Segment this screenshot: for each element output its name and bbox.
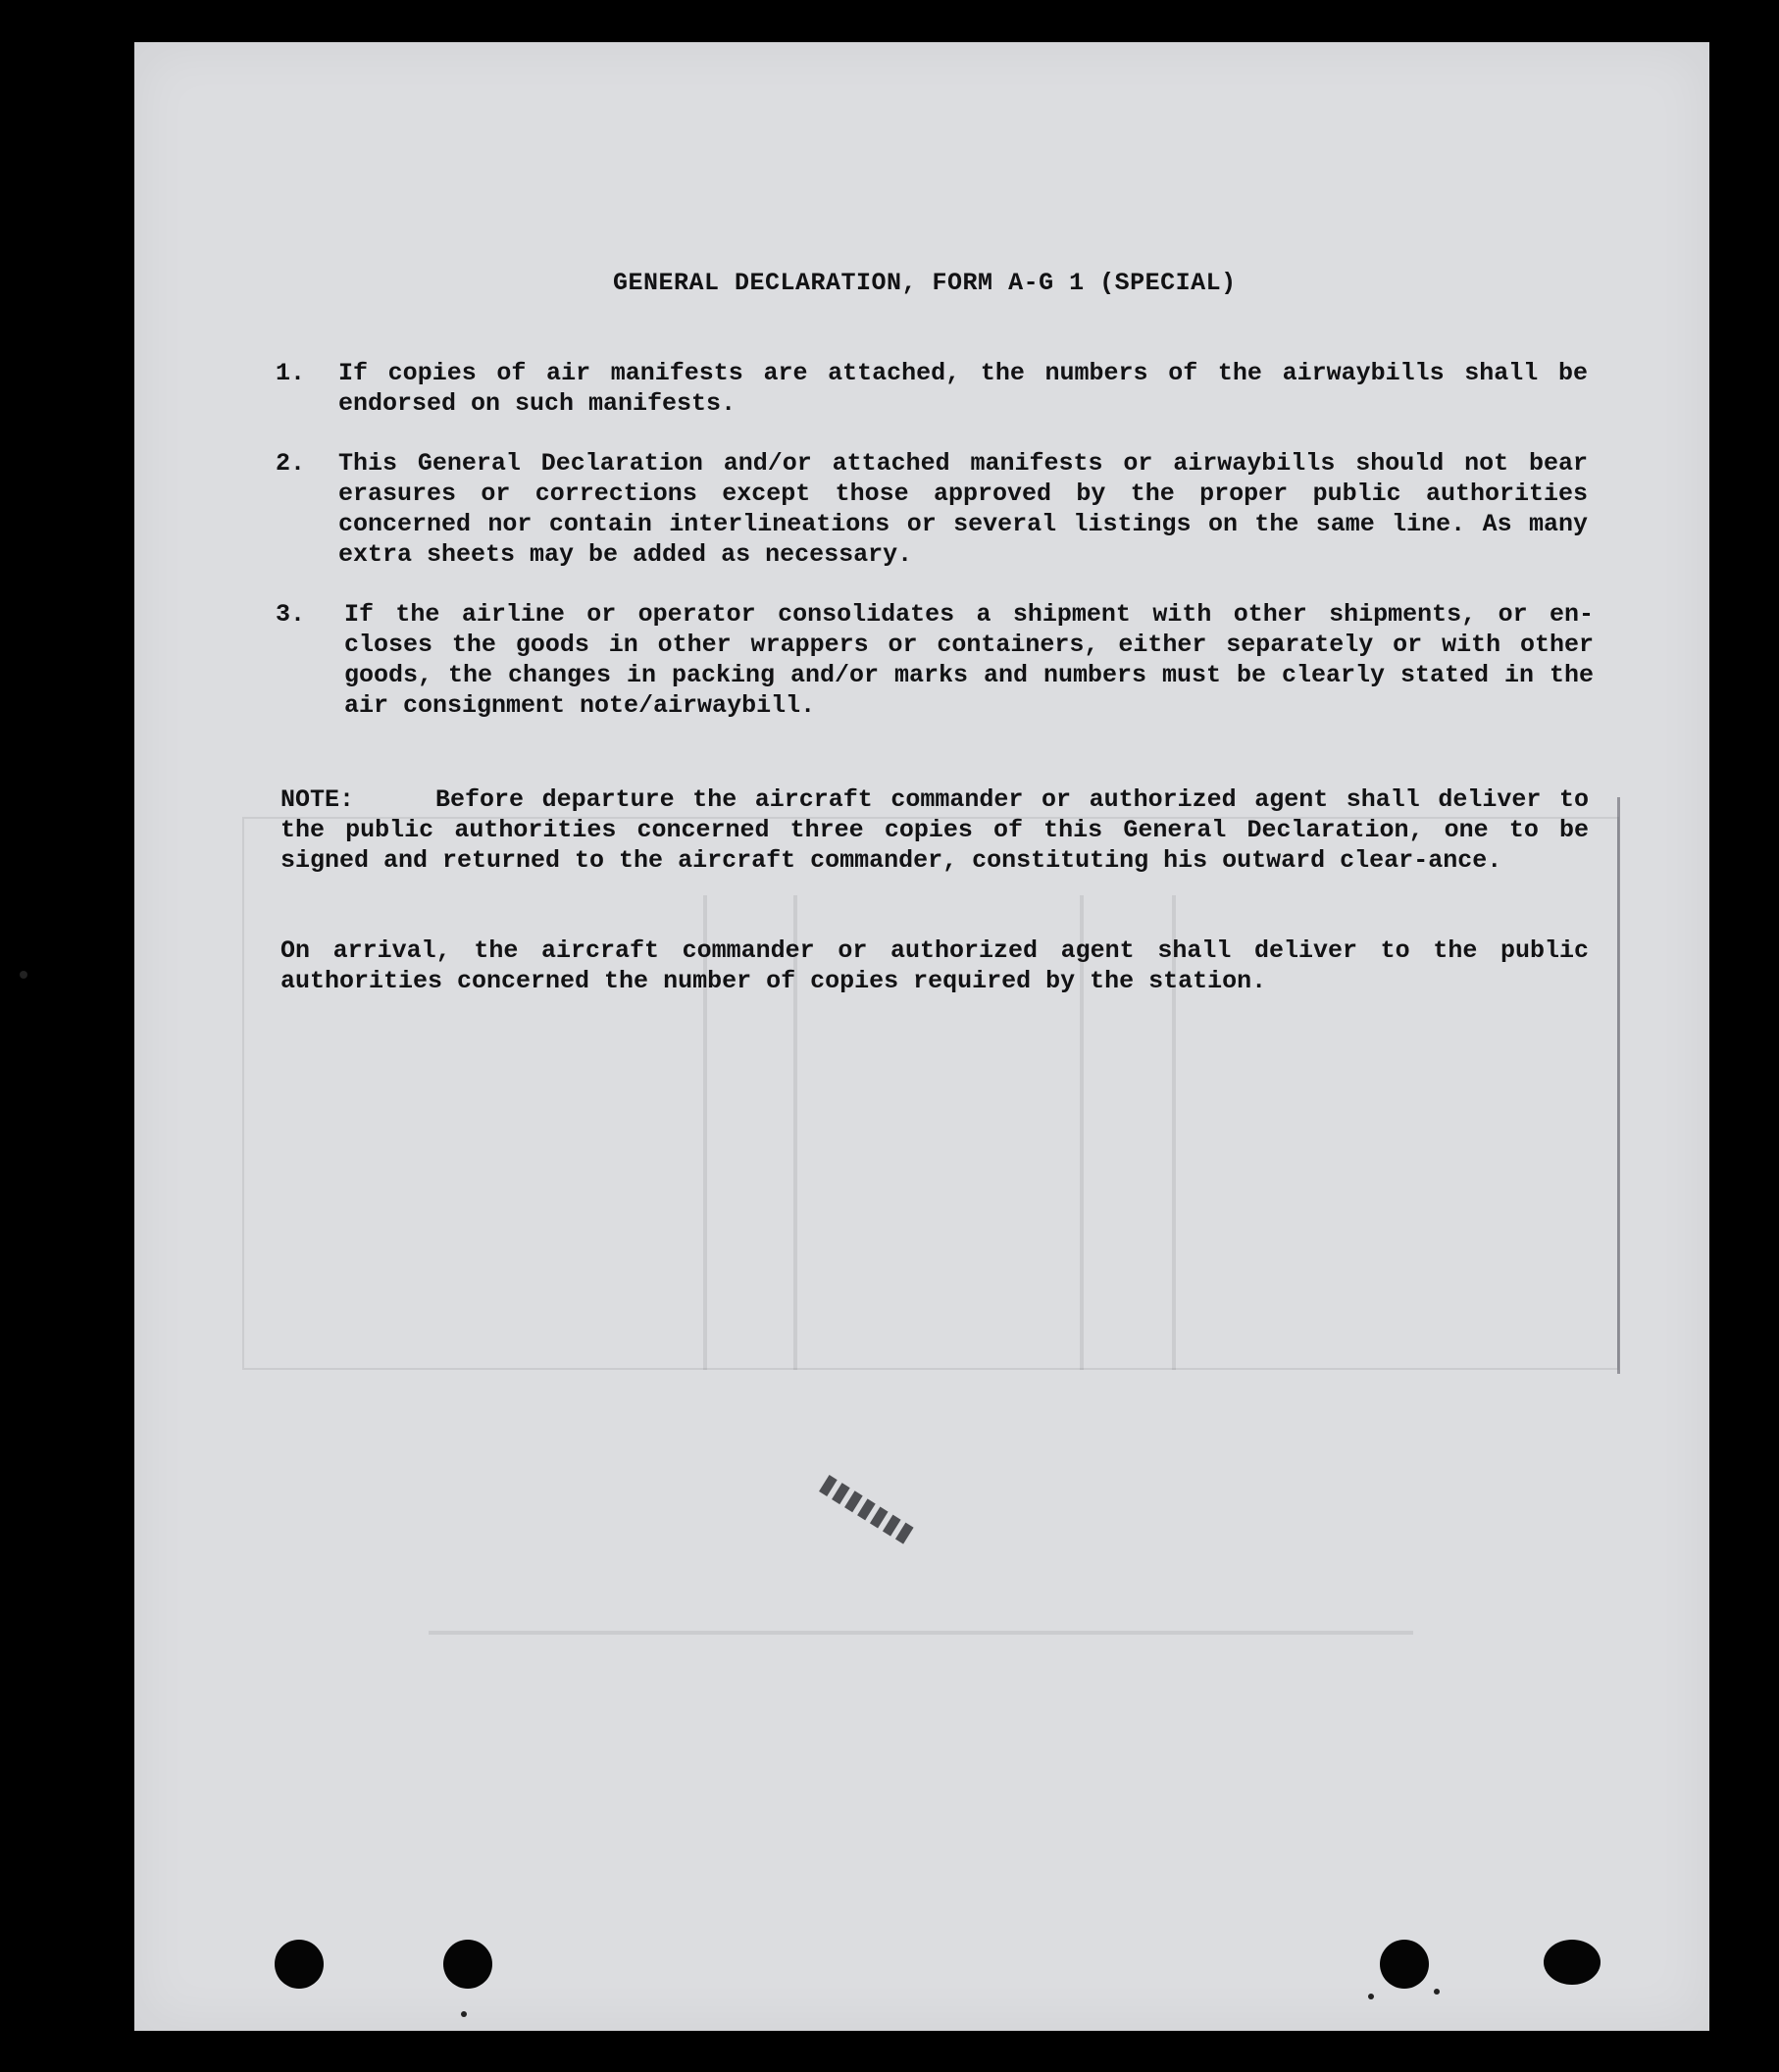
punch-hole bbox=[275, 1940, 324, 1989]
reversed-stamp-mark: ▮▮▮▮▮▮▮ bbox=[814, 1467, 919, 1549]
item-number: 1. bbox=[276, 359, 306, 387]
item-number: 3. bbox=[276, 600, 306, 629]
document-page bbox=[134, 42, 1709, 2031]
paper-speck bbox=[1368, 1994, 1374, 1999]
margin-rule bbox=[1617, 797, 1620, 1374]
paper-speck bbox=[1434, 1989, 1440, 1995]
paper-speck bbox=[461, 2011, 467, 2017]
arrival-paragraph: On arrival, the aircraft commander or authorized agent shall deliver to the public authorities concerned the number of copies required by the station. bbox=[280, 936, 1589, 995]
punch-hole bbox=[1380, 1940, 1429, 1989]
declaration-instructions bbox=[134, 42, 1709, 2031]
punch-hole bbox=[1544, 1940, 1601, 1985]
scan-speck bbox=[20, 971, 27, 979]
item-text: If the airline or operator consolidates a shipment with other shipments, or en-closes the goods in other wrappers or containers, either separately or with other goods, the changes in packing and/or marks and numbers must be clearly stated in the air consignment note/airwaybill. bbox=[344, 600, 1594, 720]
item-text: This General Declaration and/or attached manifests or airwaybills should not bear erasures or corrections except those approved by the proper public authorities concerned nor contain interlineations or several listings on the same line. As many extra sheets may be added as necessary. bbox=[338, 449, 1588, 569]
note-label: NOTE: bbox=[280, 785, 355, 814]
page-title: GENERAL DECLARATION, FORM A-G 1 (SPECIAL) bbox=[613, 269, 1237, 297]
punch-hole bbox=[443, 1940, 492, 1989]
note-text: Before departure the aircraft commander or authorized agent shall deliver to the public authorities concerned three copies of this General Declaration, one to be signed and returned to the aircraft commander, constituting his outward clear-ance. bbox=[280, 785, 1589, 875]
note-paragraph bbox=[280, 784, 1589, 876]
item-text: If copies of air manifests are attached, the numbers of the airwaybills shall be endorsed on such manifests. bbox=[338, 359, 1588, 418]
item-number: 2. bbox=[276, 449, 306, 478]
